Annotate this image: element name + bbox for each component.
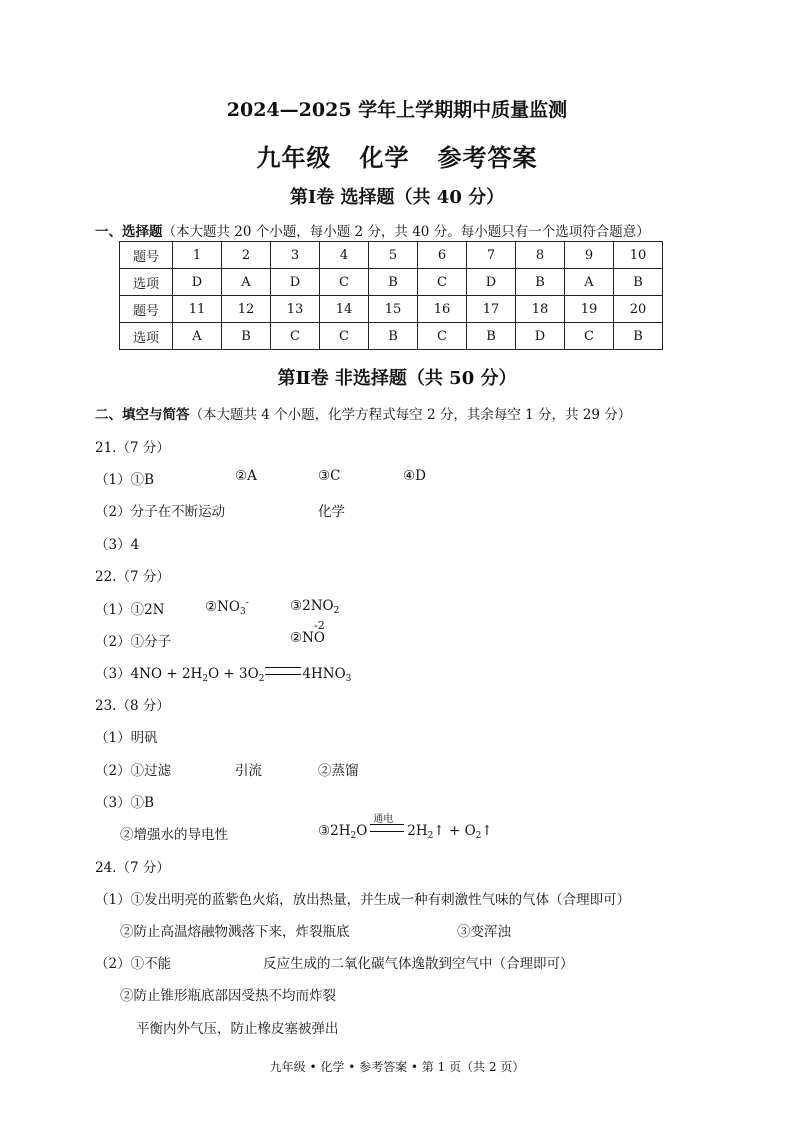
section-one-note: （本大题共 20 个小题，每小题 2 分，共 40 分。每小题只有一个选项符合题意）	[162, 224, 650, 240]
eq-part: O	[356, 823, 368, 839]
q21-answer-3: （3）4	[95, 537, 140, 553]
eq-part: 2H	[407, 823, 428, 839]
table-row	[120, 323, 663, 350]
table-cell: 12	[222, 296, 271, 323]
equals-sign	[370, 814, 404, 832]
answer-key-label: 参考答案	[437, 143, 538, 172]
q23-answer-4: ②增强水的导电性	[120, 827, 228, 843]
section-two-heading	[95, 403, 631, 423]
table-row	[120, 242, 663, 269]
eq-part: （3）4NO + 2H	[95, 666, 203, 682]
q21-answer-1-2: ②A	[235, 468, 257, 484]
table-cell: 4	[320, 242, 369, 269]
section-one-heading	[95, 220, 650, 240]
q22-answer-1: （1）①2N	[95, 602, 165, 618]
table-cell: D	[271, 269, 320, 296]
table-cell: A	[565, 269, 614, 296]
table-cell: A	[173, 323, 222, 350]
table-cell: B	[467, 323, 516, 350]
q22-answer-2-2	[290, 630, 325, 646]
q22-valence-label: -2	[314, 619, 325, 632]
q22-nitrate-charge: -	[245, 598, 249, 608]
q22-answer-3	[95, 662, 351, 684]
table-cell: B	[614, 323, 663, 350]
table-cell: D	[467, 269, 516, 296]
table-cell: 2	[222, 242, 271, 269]
table-cell: C	[320, 269, 369, 296]
exam-title: 2024—2025 学年上学期期中质量监测	[226, 99, 568, 121]
table-cell: 3	[271, 242, 320, 269]
q22-title: 22.（7 分）	[95, 569, 170, 585]
q21-title: 21.（7 分）	[95, 440, 170, 456]
q24-answer-1-2: ②防止高温熔融物溅落下来，炸裂瓶底	[120, 924, 350, 940]
table-cell: B	[516, 269, 565, 296]
table-cell: C	[320, 323, 369, 350]
q22-answer-1-2	[205, 598, 249, 617]
q23-answer-2-3: ②蒸馏	[318, 763, 359, 779]
q23-answer-2: （2）①过滤	[95, 763, 172, 779]
table-cell: 7	[467, 242, 516, 269]
table-cell: 20	[614, 296, 663, 323]
eq-sub: 2	[350, 831, 357, 841]
table-cell: B	[222, 323, 271, 350]
eq-sub: 3	[345, 674, 352, 684]
q24-title: 24.（7 分）	[95, 860, 170, 876]
page-footer: 九年级 • 化学 • 参考答案 • 第 1 页（共 2 页）	[269, 1060, 525, 1074]
q21-answer-2: （2）分子在不断运动	[95, 504, 226, 520]
part-two-title: 第Ⅱ卷 非选择题（共 50 分）	[277, 368, 517, 389]
table-row-header: 选项	[120, 269, 173, 296]
table-cell: 11	[173, 296, 222, 323]
q21-answer-1-3: ③C	[318, 468, 341, 484]
q24-answer-1: （1）①发出明亮的蓝紫色火焰，放出热量，并生成一种有刺激性气味的气体（合理即可）	[95, 892, 631, 908]
table-cell: 17	[467, 296, 516, 323]
q21-answer-1: （1）①B	[95, 472, 155, 488]
table-cell: 9	[565, 242, 614, 269]
q24-answer-2-3: 平衡内外气压，防止橡皮塞被弹出	[136, 1021, 339, 1037]
table-cell: B	[614, 269, 663, 296]
table-cell: 5	[369, 242, 418, 269]
table-cell: 1	[173, 242, 222, 269]
q22-nitrate-formula: ②NO	[205, 599, 240, 615]
section-one-label: 一、选择题	[95, 224, 163, 240]
table-cell: 10	[614, 242, 663, 269]
table-cell: 13	[271, 296, 320, 323]
q22-no2-sub: 2	[333, 606, 340, 616]
table-cell: 15	[369, 296, 418, 323]
eq-sub: 2	[427, 831, 434, 841]
subject-title	[0, 138, 794, 173]
reaction-condition: 通电	[373, 814, 394, 825]
table-cell: 8	[516, 242, 565, 269]
part-one-title: 第Ⅰ卷 选择题（共 40 分）	[289, 187, 505, 208]
q22-nitrate-sub: 3	[239, 607, 246, 617]
q21-answer-1-4: ④D	[403, 468, 426, 484]
table-cell: B	[369, 269, 418, 296]
q23-answer-3: （3）①B	[95, 795, 155, 811]
answer-table	[119, 241, 663, 350]
eq-sub: 2	[258, 674, 265, 684]
q23-answer-2-2: 引流	[235, 763, 262, 779]
q23-title: 23.（8 分）	[95, 698, 170, 714]
eq-part: ③2H	[318, 823, 351, 839]
section-two-label: 二、填空与简答	[95, 407, 190, 423]
eq-sub: 2	[475, 831, 482, 841]
q24-answer-2-2: ②防止锥形瓶底部因受热不均而炸裂	[120, 988, 336, 1004]
q21-answer-2-2: 化学	[318, 504, 345, 520]
table-cell: D	[516, 323, 565, 350]
eq-part: ↑	[481, 823, 493, 839]
q24-answer-1-3: ③变浑浊	[457, 924, 511, 940]
q24-answer-2: （2）①不能	[95, 956, 172, 972]
equals-sign	[265, 667, 301, 675]
table-cell: B	[369, 323, 418, 350]
grade-label: 九年级	[256, 143, 332, 172]
table-cell: 19	[565, 296, 614, 323]
q22-answer-2: （2）①分子	[95, 634, 172, 650]
q23-electrolysis-equation	[318, 814, 493, 841]
table-cell: C	[565, 323, 614, 350]
eq-part: ↑ + O	[433, 823, 476, 839]
q22-answer-1-3	[290, 598, 339, 616]
eq-part: O + 3O	[208, 666, 259, 682]
table-row	[120, 296, 663, 323]
table-row-header: 选项	[120, 323, 173, 350]
table-cell: A	[222, 269, 271, 296]
table-cell: C	[418, 323, 467, 350]
q23-answer-1: （1）明矾	[95, 730, 158, 746]
q24-answer-2-reason: 反应生成的二氧化碳气体逸散到空气中（合理即可）	[263, 956, 574, 972]
table-cell: 16	[418, 296, 467, 323]
q22-no2-formula: ③2NO	[290, 598, 334, 614]
table-row	[120, 269, 663, 296]
subject-label: 化学	[359, 143, 410, 172]
table-row-header: 题号	[120, 242, 173, 269]
table-cell: 18	[516, 296, 565, 323]
q22-no-formula: ②NO	[290, 630, 325, 646]
table-cell: D	[173, 269, 222, 296]
table-row-header: 题号	[120, 296, 173, 323]
eq-sub: 2	[202, 674, 209, 684]
section-two-note: （本大题共 4 个小题，化学方程式每空 2 分，其余每空 1 分，共 29 分）	[189, 407, 632, 423]
table-cell: C	[271, 323, 320, 350]
table-cell: 14	[320, 296, 369, 323]
table-cell: 6	[418, 242, 467, 269]
table-cell: C	[418, 269, 467, 296]
eq-part: 4HNO	[302, 666, 346, 682]
